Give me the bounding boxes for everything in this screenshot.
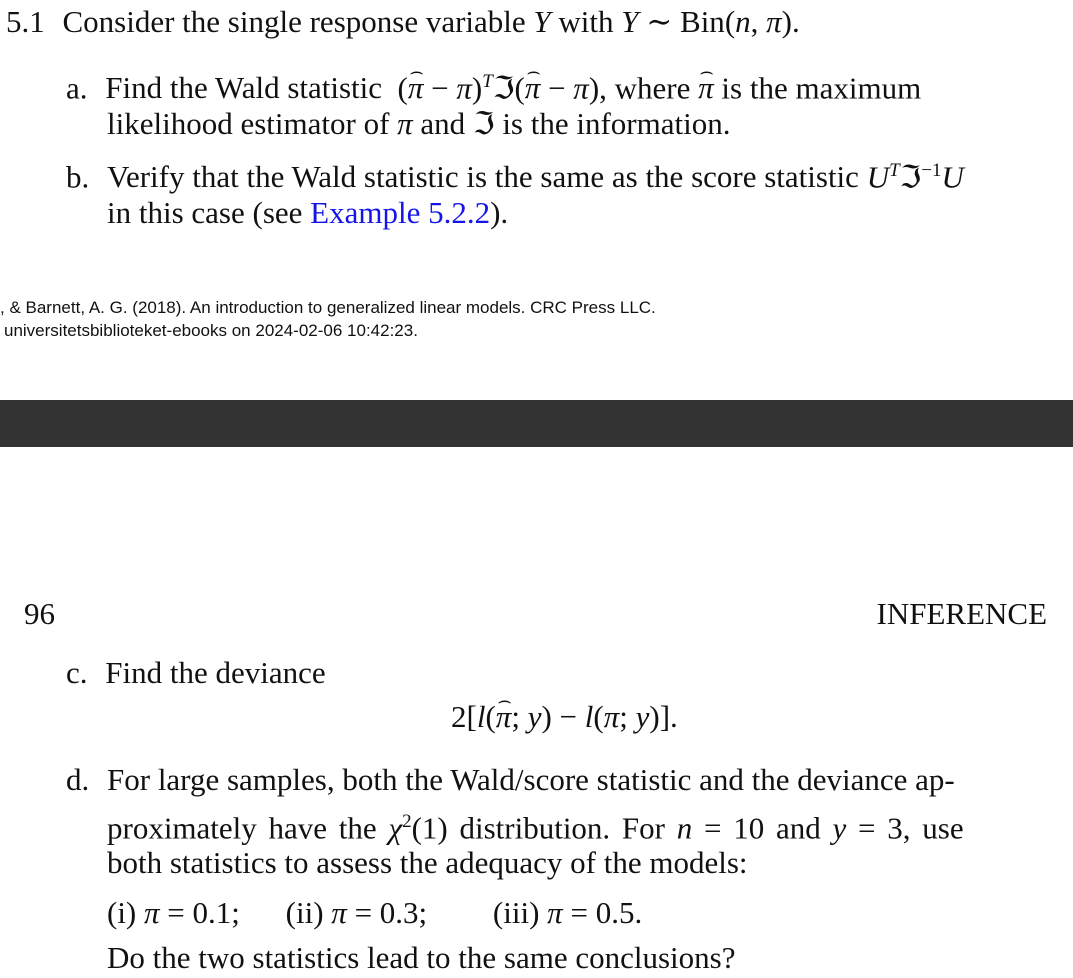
dist-text: with <box>558 4 614 39</box>
running-title: INFERENCE <box>876 596 1047 631</box>
exercise-number: 5.1 <box>6 4 45 39</box>
part-d-line2: proximately have the $\chi^2(1)$ distribution. For n = 10 and y = 3, use <box>107 810 964 846</box>
part-b-line2: in this case (see Example 5.2.2). <box>107 195 509 230</box>
option-ii-label: (ii) <box>285 895 324 930</box>
part-d-label: d. <box>66 762 90 797</box>
citation-line1: , & Barnett, A. G. (2018). An introduction to generalized linear models. CRC Press LLC. <box>0 298 656 317</box>
part-b-line1: b. Verify that the Wald statistic is the same as the score statistic $U^Tℑ^{-1}U$ <box>66 159 964 195</box>
option-i-value: 0.1; <box>192 895 240 930</box>
option-ii-value: 0.3; <box>379 895 428 930</box>
part-d-question: Do the two statistics lead to the same conclusions? <box>107 940 736 975</box>
part-c-line: c. Find the deviance <box>66 655 326 690</box>
part-b-label: b. <box>66 159 90 195</box>
part-d-line3: both statistics to assess the adequacy of the models: <box>107 845 748 880</box>
dist-name: Bin <box>680 4 725 39</box>
citation-line2: universitetsbiblioteket-ebooks on 2024-02-06 10:42:23. <box>4 321 418 340</box>
exercise-intro: Consider the single response variable <box>62 4 526 39</box>
deviance-formula: 2[l(⌢ π; y) − l(π; y)]. <box>451 697 678 737</box>
part-d-options: (i) π = 0.1; (ii) π = 0.3; (iii) π = 0.5. <box>107 895 643 930</box>
part-a-line2: likelihood estimator of π and ℑ is the information. <box>107 106 731 141</box>
option-iii-value: 0.5. <box>595 895 643 930</box>
part-a-label: a. <box>66 70 88 106</box>
exercise-heading: 5.1 Consider the single response variable Y with Y ∼ Bin(n, π). <box>6 4 800 39</box>
part-c-label: c. <box>66 655 88 690</box>
option-i-label: (i) <box>107 895 137 930</box>
example-link[interactable]: Example 5.2.2 <box>310 195 491 230</box>
part-d-line1: d. For large samples, both the Wald/score statistic and the deviance ap- <box>66 762 955 797</box>
page-number: 96 <box>24 596 55 631</box>
part-a-line1: a. Find the Wald statistic (⌢ π − π)$^T$ℑ(⌢ π − π), where ⌢ π is the maximum <box>66 62 921 108</box>
page-separator-bar <box>0 400 1073 447</box>
option-iii-label: (iii) <box>492 895 540 930</box>
